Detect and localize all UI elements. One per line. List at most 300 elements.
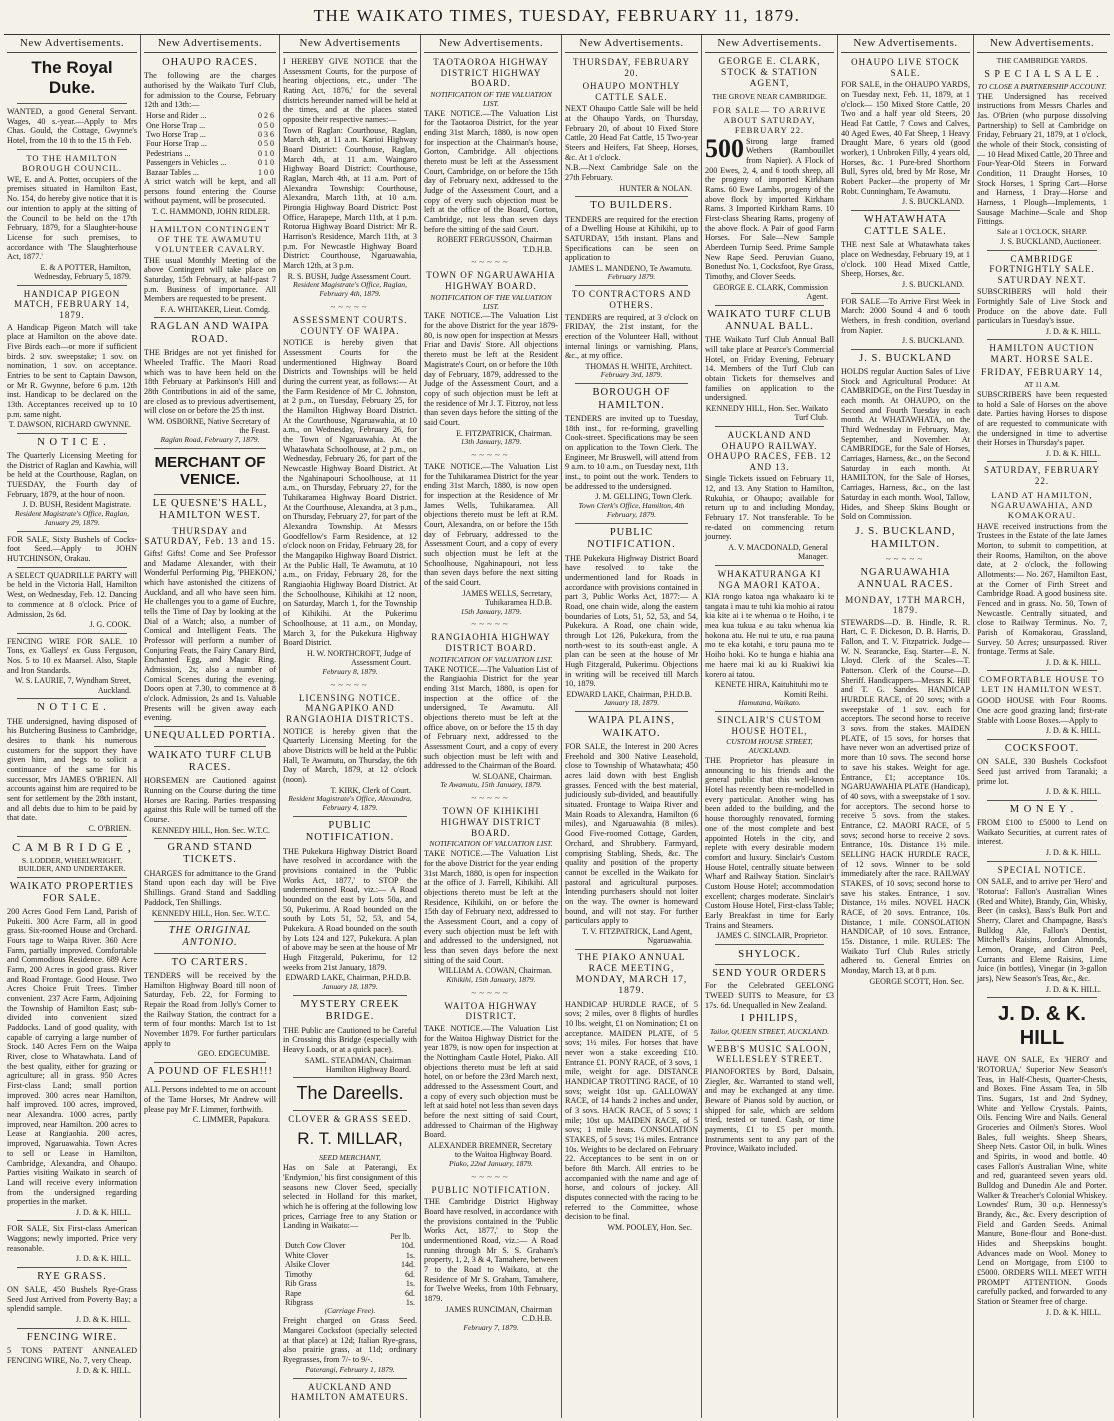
price-value: 6d. (405, 1288, 415, 1298)
price-value: 1 0 0 (258, 167, 274, 177)
divider (715, 711, 824, 712)
ad-amateurs (283, 1382, 417, 1403)
ad-pukekura-roads (565, 527, 698, 709)
ad-dareells (283, 1083, 417, 1104)
ad-body: THE usual Monthly Meeting of the above Contingent will take place on Saturday, 15th February, at half-past 7 p.m. Business of importance. All Members are requested to be present. (144, 255, 276, 304)
price-item: Bazaar Tables ... (146, 167, 199, 177)
ad-place: Resident Magistrate's Office, Alexandra, February 4, 1879. (288, 793, 412, 812)
divider (17, 433, 127, 434)
divider (575, 949, 688, 950)
ad-title: MERCHANT OF VENICE. (154, 453, 266, 489)
ad-body: PIANOFORTES by Bord, Dalsain, Ziegler, &c. Warranted to stand well, and may be exchanged at any time. Beware of Pianos sold by auction, or shipped for sale, which are seldom tried, tested or tuned. Cash, or time payments, £1 to £5 per month. Instruments sent to any part of the Province, Waikato included. (705, 1066, 834, 1154)
ad-kihikihi (424, 806, 558, 984)
divider (987, 670, 1097, 671)
column-heading: New Advertisements. (144, 35, 276, 53)
page-columns (4, 34, 1110, 1417)
divider (17, 149, 127, 150)
ad-antonio (144, 925, 276, 950)
ad-subheading: CUSTOM HOUSE STREET, AUCKLAND. (726, 737, 813, 756)
ad-subheading: NOTIFICATION OF THE VALUATION LIST. (430, 89, 552, 108)
ad-signature: C. LIMMER, Papakura. (192, 1115, 270, 1125)
ornament-divider: ~~~~~ (885, 553, 926, 564)
ad-body: TAKE NOTICE.—The Valuation List for the above District for the year ending 31st March, 1880, is open for inspection at the office of J. Farrell, Kihikihi. All objections thereto must be left at the Residence, Kihikihi, on or before the 15th day of February next, addressed to the Assessment Court, and a copy of every such objection must be left with and addressed to the undersigned, not less than seven days before the next sitting of the said Court. (424, 849, 558, 965)
ad-body: Single Tickets issued on February 11, 12, and 13. Any Station to Hamilton, Rukuhia, or Ohaupo; available for return up to and including Monday, February 17. Not transferable. To be re-dated on commencing return journey. (705, 474, 834, 542)
ad-signature: THOMAS H. WHITE, Architect. (585, 361, 692, 371)
ad-wanted (7, 107, 137, 146)
divider (987, 800, 1097, 801)
ad-body: CHARGES for admittance to the Grand Stand upon each day will be Five Shillings. Grand Stand and Saddling Paddock, Ten Shillings. (144, 868, 276, 907)
column-heading: New Advertisements. (424, 35, 558, 53)
ad-subheading: TO CLOSE A PARTNERSHIP ACCOUNT. (977, 81, 1107, 91)
ornament-divider: ~~~~~ (471, 793, 511, 804)
price-value: 1s. (405, 1298, 415, 1307)
divider (154, 317, 266, 318)
ad-heading: M O N E Y . (1009, 803, 1075, 815)
price-item: Two Horse Trap ... (146, 129, 206, 139)
ad-body: STEWARDS—D. B. Hindle, R. R. Hart, C. F. Dickeson, D. B. Harris, D. Fallon, and T. V. Fitzpatrick. Judge—W. N. Searancke, Esq. Starter—E. N. Lloyd. Clerk of the Scales—T. Patterson. Clerk of the Course—D. Sheriff. Handicappers—Messrs K. Hill and T. G. Sandes. HANDICAP HURDLE RACE, of 20 sovs; with a sweepstake of 1 sov. each for acceptors. The second horse to receive 3 sovs. from the stakes. MAIDEN PLATE, of 15 sovs, for horses that have never won an advertised prize of more than 10 sovs. The second horse to save his stakes. Weight for age. Entrance, £1; acceptance 10s. NGARUAWAHIA PLATE (Handicap), of 40 sovs, with a sweepstake of 1 sov. for acceptors. The second horse to receive 5 sovs. from the stakes. Entrance, £2. MAORI RACE, of 5 sovs; second horse to receive 2 sovs. Entrance, 10s. Distance 1½ mile. SELLING HACK HURDLE RACE, of 12 sovs. Winner to be sold immediately after the race. RAILWAY STAKES, of 10 sovs; second horse to save his stakes. Entrance, 1 sov. Distance, 1½ miles. NOVEL HACK RACE, of 20 sovs. Entrance, 10s. Distance, 1 mile. CONSOLATION HANDICAP, of 10 sovs. Entrance, 15s. Distance, 1 mile. RULES: The Waikato Turf Club Rules strictly adhered to. General Entries on Monday, March 13, at 8 p.m. (841, 617, 970, 975)
column-1 (4, 35, 141, 1418)
ad-taotaoroa (424, 57, 558, 254)
ad-heading: RAGLAN AND WAIPA ROAD. (150, 321, 270, 345)
price-row (283, 1241, 417, 1250)
ad-title: R. T. MILLAR, (297, 1129, 403, 1149)
ad-place: Raglan Road, February 7, 1879. (160, 434, 260, 444)
ad-body: Strong large framed Wethers (Rambouillet from Napier). A Flock of 200 Ewes, 2, 4, and 6 tooth sheep, all the progeny of imported Kirkham Rams. 60 Ewe Lambs, progeny of the above flock by imported Kirkham Rams. 3 Imported Kirkham Rams. 10 First-class Shearing Rams, progeny of the above flock. A Pair of good Farm Horses. For Sale—New Sample Aberdeen Turnip Seed. Prime Sample New Rape Seed. Peruvian Guano, Bonedust No. 1, Cocksfoot, Rye Grass, Timothy, and Clover Seeds. (705, 136, 834, 282)
ad-subheading: OHAUPO MONTHLY CATTLE SALE. (582, 81, 681, 102)
ad-heading: TO THE HAMILTON BOROUGH COUNCIL. (21, 152, 123, 173)
ad-body: The Quarterly Licensing Meeting for the District of Raglan and Kawhia, will be held at the Courthouse, Raglan, on TUESDAY, the Fourth day of February, 1879, at the hour of noon. (7, 451, 137, 499)
price-row (144, 121, 276, 130)
newspaper-title: THE WAIKATO TIMES, TUESDAY, FEBRUARY 11, 1879. (313, 6, 801, 25)
ad-body: 5 TONS PATENT ANNEALED FENCING WIRE, No. 7, very Cheap. (7, 1345, 137, 1365)
ad-date: February 1879. (607, 272, 656, 282)
ad-signature: T. V. FITZPATRICK, Land Agent, Ngaruawahia. (582, 926, 692, 946)
ad-fencing-wire (7, 637, 137, 696)
ad-body: ALL Persons indebted to me on account of the Tame Horses, Mr Andrew will please pay Mr F. Limmer, forthwith. (144, 1085, 276, 1114)
ad-turf-ball (705, 309, 834, 423)
ad-ohaupo-live-stock (841, 57, 970, 207)
ad-signature: WM. POOLEY, Hon. Sec. (607, 1223, 692, 1233)
ad-heading: TOWN OF KIHIKIHI HIGHWAY DISTRICT BOARD. (440, 806, 542, 838)
ad-auction-mart (977, 343, 1107, 458)
ad-date: February 8, 1879. (322, 666, 378, 676)
ad-subheading: Tailor, QUEEN STREET, AUCKLAND. (709, 1026, 830, 1036)
ad-body: HORSEMEN are Cautioned against Running on the Course during the time Horses are Racing. Parties trespassing against this Rule will be turned off the Course. (144, 776, 276, 824)
ad-date: January 18, 1879. (322, 981, 378, 991)
price-value: 0 1 0 (258, 148, 274, 158)
ad-date: January 18, 1879. (603, 698, 660, 708)
ad-waggons (7, 1224, 137, 1263)
ad-waitoa (424, 1001, 558, 1169)
ad-place: Resident Magistrate's Office, Raglan, January 29, 1879. (14, 508, 130, 527)
ad-limmer (144, 1085, 276, 1124)
column-2 (141, 35, 280, 1418)
column-6 (702, 35, 838, 1418)
ad-signature: J. S. BUCKLAND. (901, 280, 964, 290)
ad-george-clark (705, 57, 834, 302)
ad-signature: J. S. BUCKLAND. (901, 336, 964, 346)
ad-subheading: SEED MERCHANT, (319, 1153, 381, 1163)
ad-heading: NGARUAWAHIA ANNUAL RACES. (857, 566, 954, 591)
price-item: Horse and Rider ... (146, 111, 207, 121)
ad-body: GOOD HOUSE with Four Rooms. One acre good grazing land; first-rate Stable with Loose Boxes.—Apply to (977, 696, 1107, 725)
ad-body: Town of Raglan: Courthouse, Raglan, March 4th, at 11 a.m. Karioi Highway Board District: Courthouse, Raglan, March 4th, at 11 a.m. Waingaro Highway Board District: Courthouse, Raglan, March 4th, at 11 a.m. Port of Alexandra Township: Courthouse, Alexandra, March 11th, at 10 a.m. Pirongia Highway Board District: Post Office, Harapepe, March 11th, at 1 p.m. Rotorua Highway Board District: Mr R. Harrison's Residence, March 11th, at 3 p.m. For Newcastle Highway Board District: Courthouse, Ngaruawahia, March 12th, at 3 p.m. (283, 125, 417, 271)
ad-borough (565, 387, 698, 519)
ad-signature: J. D. & K. HILL. (1045, 726, 1101, 736)
price-row (283, 1260, 417, 1269)
ad-waipa-plains (565, 715, 698, 945)
ad-signature: JAMES C. SINCLAIR, Proprietor. (716, 931, 828, 941)
ad-raglan-road (144, 321, 276, 444)
ad-heading: A POUND OF FLESH!!! (146, 1065, 274, 1077)
ad-cambridge-road (424, 1185, 558, 1333)
ad-body: NOTICE is hereby given that Assessment Courts for the undermentioned Highway Board Districts and Townships will be held during the current year, as follows:— At the Farm Residence of Mr C. Johnston, at 2 p.m., on Tuesday, February 25, for the Hamilton Highway Board District. At the Courthouse, Ngaruawahia, at 10 a.m., on Wednesday, February 26, for the Town of Ngaruawahia. At the Whatawhata Schoolhouse, at 2 p.m., on Wednesday, February 26, for part of the Newcastle Highway Board District. At the Ngahinapouri Schoolhouse, at 11 a.m., on Thursday, February 27, for the Tuhikaramea Highway Board District. At the Courthouse, Alexandra, at 3 p.m., on Thursday, February 27, for part of the Alexandra Township. At Messrs Goodfellow's Farm Residence, at 12 o'clock noon on Friday, February 28, for the Mangapiko Highway Board District. At the Public Hall, Te Awamutu, at 10 a.m., on Friday, February 28, for the Rangiaohia Highway Board District. At the Schoolhouse, Kihikihi at 12 noon, on Saturday, March 1, for the Township of Kihikihi. At the Pukerimu Schoolhouse, at 11 a.m., on Monday, March 3, for the Pukekura Highway Board District. (283, 338, 417, 648)
ad-note: N.B.—Next Cambridge Sale on the 27th February. (565, 163, 698, 183)
ad-signature: J. D. & K. HILL. (75, 1254, 131, 1264)
divider (715, 1040, 824, 1041)
ad-heading: BOROUGH OF HAMILTON. (592, 387, 671, 411)
ad-body: TENDERS are invited up to Tuesday, 18th inst., for re-forming, gravelling Cook-street. Specifications may be seen on application to the Town Clerk. The Engineer, Mr Bruswell, will attend from 9 a.m. to 10 a.m., on Tuesday next, 11th inst., to point out the work. Tenders to be addressed to the undersigned. (565, 414, 698, 491)
column-7 (838, 35, 974, 1418)
divider (154, 921, 266, 922)
divider (154, 1062, 266, 1063)
price-item: Rape (285, 1288, 302, 1298)
divider (154, 726, 266, 727)
ad-body: THE Undersigned has received instructions from Messrs Charles and Jas. O'Brien (who purpose dissolving Partnership) to Sell at Cambridge on Friday, February 21, 1879, at 1 o'clock, the whole of their Stock, consisting of— 10 Head Mixed Cattle, 20 Three and Four-Year-Old Steers in Forward Condition, 11 Draught Horses, 10 Stock Horses, 1 Spring Cart—Horse and Harness, 1 Dray—Horse and Harness, 1 Plough—Implements, 1 Sausage Machine—Scale and Shop Fittings. (977, 91, 1107, 227)
ad-merchant (144, 454, 276, 489)
price-value: 0 2 6 (258, 111, 274, 121)
column-heading: New Advertisements. (841, 35, 970, 53)
ad-body: WANTED, a good General Servant. Wages, 40 s.-year.—Apply to Mrs Chas. Gould, the Cottage, Gwynne's Hotel, from the 10 th to the 15 th Feb. (7, 107, 137, 146)
ad-heading: WAIPA PLAINS, WAIKATO. (588, 715, 675, 739)
divider (293, 1110, 407, 1111)
ad-signature: JAMES RUNCIMAN, Chairman C.D.H.B. (445, 1304, 552, 1324)
divider (293, 1077, 407, 1078)
ad-body: KIA rongo katoa nga whakaaro ki te tangata i mau te tuhi kia mohio ai ratou kia kite ai i te whenua o te Hoiho, i te mea kua tukua e au taku whenua kia hokona atu. He nui te utu, e rua pauna mo te eka kotahi, e toru pauna mo te Hoiho hoki. Ko te hunga e hiahia ana me haere mai ki au ki Ruakiwi kia korero ai tatou. (705, 592, 834, 679)
ad-body: FOR SALE—To Arrive First Week in March: 2000 Sound 4 and 6 tooth Wethers, in fresh condition, overland from Napier. (841, 296, 970, 335)
ad-signature: EDWARD LAKE, Chairman, P.H.D.B. (285, 973, 411, 983)
ad-heading: SPECIAL NOTICE. (997, 864, 1087, 875)
ad-date: Piako, 22nd January, 1879. (449, 1158, 533, 1168)
ad-body: FOR SALE, in the OHAUPO YARDS, on Tuesday next, Feb. 11, 1879, at 1 o'clock— 150 Mixed Store Cattle, 20 Two and a half year old Steers, 20 Head Fat Cattle, 7 Cows and Calves, 40 Aged Ewes, 40 Fat Sheep, 1 Heavy Draught Mare, 6 years old (good worker), 1 Unbroken Filly, 4 years old, Horses, &c. 1 Pure-bred Shorthorn Bull, Syres old, bred by Mr Rose, Mr Robert Packer—the property of Mr Robt. Cunningham, Te Awamutu. (841, 80, 970, 196)
ad-heading: AUCKLAND AND HAMILTON AMATEURS. (291, 1381, 409, 1403)
ad-body: NOTICE is hereby given that the Quarterly Licensing Meeting for the above Districts will be held at the Public Hall, Te Awamutu, on Thursday, the 6th Day of March, 1879, at 12 o'clock (noon). (283, 726, 417, 784)
ad-heading: OHAUPO LIVE STOCK SALE. (851, 57, 960, 78)
ad-subheading: LAND AT HAMILTON, NGARUAWAHIA, AND KOMAKORAU. (990, 489, 1094, 520)
divider (851, 293, 960, 294)
ad-signature: KENNEDY HILL, Hon. Sec. W.T.C. (151, 825, 270, 835)
ad-body: TENDERS are required for the erection of a Dwelling House at Kihikihi, up to SATURDAY, 15th instant. Plans and Specifications can be seen on application to (565, 214, 698, 263)
ad-heading: N O T I C E . (37, 436, 107, 448)
ad-body: HAVE ON SALE, Ex 'HERO' and 'ROTORUA,' Superior New Season's Teas, in Half-Chests, Quarter-Chests, and Boxes. Fine Assam Tea, in 5lb Tins. Sugars, 1st and 2nd Sydney, White and Yellow Crystals. Paints, Oils. Fencing Wire and Nails. General Groceries and Oilmen's Stores. Wool Bales, full weights. Sheep Shears, Sheep Nets. Castor Oil, in bulk. Wines and Spirits, in wood and bottle. 40 cases Fallon's Australian Wine, white and red, guaranteed seven years old. Bulldog and Dunedin Ale and Porter. Walker & Treacher's Colonial Whiskey. Lowndes' Rum, 30 o.p. Hennessy's Brandy, &c., &c. Every description of Field and Garden Seeds. Animal Manure, Bone-flour and Bone-dust. Hides and Sheepskins bought. Advances made on Wool. Money to Lend on Mortgage, from £100 to £5000. ORDERS WILL MEET WITH PROMPT ATTENTION. Goods carefully packed, and forwarded to any Station or Steamer free of charge. (977, 1055, 1107, 1306)
ad-title: The Royal Duke. (31, 58, 113, 98)
ad-rye-grass (7, 1271, 137, 1325)
ad-body: TAKE NOTICE.—The Valuation List for the Waitoa Highway District for the year 1879, is now open for inspection at the Nottingham Castle Hotel, Piako. All objections thereto must be left at said hotel, on or before the 23rd March next, addressed to the Assessment Court, and a copy of every such objection must be left at said hotel not less than seven days before the next sitting of said Court, addressed to Chairman of the Highway Board. (424, 1023, 558, 1140)
ad-fortnightly-sale (977, 254, 1107, 337)
divider (987, 339, 1097, 340)
ad-public-notification (283, 820, 417, 992)
ad-signature: HUNTER & NOLAN. (619, 183, 692, 193)
ad-signature: GEORGE SCOTT, Hon. Sec. (869, 976, 964, 986)
ad-signature: C. O'BRIEN. (88, 823, 131, 833)
ad-note: AT 11 A.M. (1024, 379, 1060, 389)
divider (293, 816, 407, 817)
ad-signature: ROBERT FERGUSSON, Chairman T.D.H.B. (436, 235, 552, 254)
ad-signature: W. S. LAURIE, 7, Wyndham Street, Auckland. (15, 676, 131, 695)
ad-body: ON SALE, 450 Bushels Rye-Grass Seed Just Arrived from Poverty Bay; a splendid sample. (7, 1285, 137, 1314)
ad-heading: COCKSFOOT. (1004, 742, 1080, 754)
column-heading: New Advertisements. (565, 35, 698, 53)
ad-body: SUBSCRIBERS will hold their Fortnightly Sale of Live Stock and Produce on the above date. Full particulars in Tuesday's issue. (977, 287, 1107, 326)
divider (17, 285, 127, 286)
ad-heading: RANGIAOHIA HIGHWAY DISTRICT BOARD. (431, 632, 551, 654)
divider (575, 711, 688, 712)
divider (575, 285, 688, 286)
ad-signature: WM. OSBORNE, Native Secretary of the Feast. (147, 416, 270, 436)
divider (715, 565, 824, 566)
ad-date: Te Awamutu, 15th January, 1879. (440, 780, 542, 790)
ad-heading: RYE GRASS. (37, 1270, 107, 1282)
divider (293, 995, 407, 996)
column-5 (562, 35, 702, 1418)
ad-subheading: NOTIFICATION OF THE VALUATION LIST. (430, 292, 552, 311)
ad-body: WE, E. and A. Potter, occupiers of the premises situated in Hamilton East, No. 154, do hereby give notice that it is our intention to apply at the sitting of the Council to be held on the 17th February, 1879, for a Slaughter-house License for such premises, to accordance with 'The Slaughterhouse Act, 1877.' (7, 174, 137, 262)
ad-le-quesne (144, 498, 276, 723)
price-value: 0 1 0 (258, 158, 274, 168)
price-item: Alsike Clover (285, 1260, 330, 1270)
ad-heading: J. S. BUCKLAND (859, 352, 952, 364)
ad-cocksfoot-sale (7, 535, 137, 564)
ad-body: FOR SALE, Six First-class American Waggons; newly imported. Price very reasonable. (7, 1224, 137, 1253)
ad-body: S. LODDER, WHEELWRIGHT, BUILDER, AND UNDERTAKER. (18, 855, 126, 874)
divider (293, 1378, 407, 1379)
ad-signature: KENETE HIRA, Kaituhituhi mo te Komiti Reihi. (714, 680, 828, 699)
price-value: 0 5 0 (258, 120, 274, 130)
ad-flesh (144, 1066, 276, 1078)
ad-lodder (7, 840, 137, 874)
divider (17, 103, 127, 104)
ad-body: FROM £100 to £5000 to Lend on Waikato Securities, at current rates of interest. (977, 818, 1107, 847)
ad-subheading: MONDAY, 17TH MARCH, 1879. (845, 594, 966, 616)
ad-piako-races (565, 953, 698, 1233)
divider (575, 196, 688, 197)
price-row (144, 130, 276, 139)
ad-subheading: THE GROVE NEAR CAMBRIDGE. (712, 91, 827, 101)
ad-signature: JAMES WELLS, Secretary, Tuhikaramea H.D.B. (462, 588, 552, 608)
ad-special-sale (977, 57, 1107, 247)
ad-railway (705, 430, 834, 562)
ad-heading: WAITOA HIGHWAY DISTRICT. (444, 1000, 538, 1022)
ad-signature: J. D. & K. HILL. (75, 1315, 131, 1325)
ad-body: TENDERS will be received by the Hamilton Highway Board till noon of Saturday, Feb. 22, for Forming to Repair the Road from Jolly's Corner to the Railway Station, the contract for a term of four months: March 1st to 1st November 1879. For further particulars apply to (144, 971, 276, 1048)
price-row (283, 1251, 417, 1260)
ad-date: Kihikihi, 15th January, 1879. (446, 974, 536, 984)
ad-buckland-sales (841, 353, 970, 551)
ad-subheading: THURSDAY and SATURDAY, Feb. 13 and 15. (144, 525, 276, 547)
ad-body: Gifts! Gifts! Come and See Professor and Madame Alexander, with their Wonderful Performing Pig, 'PHEKON,' which have astonished the citizens of Auckland, and all who have seen him. He challenges you to a game of Euchre, tells the Time of Day by looking at the Dial of a Watch; also, a number of Comical and Intelligent Feats. The Professor will perform a number of Conjuring Feats, the Fairy Canary Bird, Enchanted Egg, and Magic Ring. Admission, 2s; also a number of Comical Scenes during the evening. Doors open at 7.30, to commence at 8 o'clock. Admission, 2s and 1s. Valuable Presents will be given away each evening. (144, 549, 276, 723)
ad-signature: F. A. WHITAKER, Lieut. Comdg. (160, 304, 270, 314)
ad-ohaupo-races (144, 57, 276, 217)
ad-heading: WAIKATO TURF CLUB ANNUAL BALL. (707, 308, 832, 332)
ad-heading: HANDICAP PIGEON MATCH, FEBRUARY 14, 1879. (14, 288, 130, 320)
divider (715, 426, 824, 427)
ad-heading: CLOVER & GRASS SEED. (288, 1113, 412, 1124)
price-item: Four Horse Trap ... (146, 139, 207, 149)
ad-signature: J. D. & K. HILL. (1045, 327, 1101, 337)
ad-contractors (565, 289, 698, 380)
ad-wethers-arrive (841, 297, 970, 346)
ad-assessment-courts-raglan (283, 57, 417, 299)
ad-title: J. D. & K. HILL (998, 1002, 1086, 1049)
ad-heading: THE ORIGINAL ANTONIO. (168, 924, 252, 949)
divider (17, 633, 127, 634)
ad-signature: E. FITZPATRICK, Chairman. (456, 428, 552, 438)
ad-heading: THURSDAY, FEBRUARY 20. (572, 57, 691, 78)
ad-signature: J. D. & K. HILL. (1045, 448, 1101, 458)
ad-rangiaohia (424, 632, 558, 790)
ad-body: THE Waikato Turf Club Annual Ball will take place at Pearce's Commercial Hotel, on Friday Evening, February 14. Members of the Turf Club can obtain Tickets for themselves and families on application to the undersigned. (705, 335, 834, 403)
ad-heading: TOWN OF NGARUAWAHIA HIGHWAY BOARD. (426, 270, 556, 291)
divider (17, 1328, 127, 1329)
ad-subheading: NOTIFICATION OF VALUATION LIST. (429, 839, 553, 849)
price-row (283, 1270, 417, 1279)
divider (17, 567, 127, 568)
ad-body: Has on Sale at Paterangi, Ex 'Endymion,' his first consignment of this seasons new Clover Seed, specially selected in Holland for this market, which he is offering at the following low prices, Carriage free to any Station or Landing in Waikato:— (283, 1163, 417, 1231)
price-item: Passengers in Vehicles ... (146, 158, 227, 168)
ad-signature: JAMES L. MANDENO, Te Awamutu. (568, 263, 692, 273)
price-item: Dutch Cow Clover (285, 1241, 346, 1251)
ad-body: TAKE NOTICE.—The Valuation List for the Taotaoroa District, for the year ending 31st March, 1880, is now open for inspection at the Chairman's house, Gorton, Cambridge. All objections thereto must be left at the Assessment Court, Cambridge, on or before the 15th day of February next, addressed to the Judge of the Assessment Court, and a copy of every such objection must be left at the office of the Board, Gorton, Cambridge, not less than seven days before the sitting of the said Court. (424, 108, 558, 234)
ad-heading: I PHILIPS, (740, 1013, 799, 1025)
ad-body: THE Cambridge District Highway Board have resolved, in accordance with the provisions contained in the 'Public Works Act, 1877,' to Stop the undermentioned Road, viz.:— A Road running through Mr S. S. Graham's property, 1, 2, 3 & 4, Tamahere, between 7 to the Road to Waikato, at the Residence of Mr S. Graham, Tamahere, for Twelve Weeks, from 10th February, 1879. (424, 1197, 558, 1304)
divider (851, 349, 960, 350)
ad-heading: S P E C I A L S A L E . (984, 68, 1100, 80)
ad-heading: GEORGE E. CLARK, STOCK & STATION AGENT, (718, 57, 821, 90)
ad-subheading: NOTIFICATION OF VALUATION LIST. (429, 654, 553, 664)
ad-body: TENDERS are required, at 3 o'clock on FRIDAY, the 21st instant, for the erection of the Volunteer Hall, without internal linings or varnishing. Plans, &c., at my office. (565, 312, 698, 361)
ad-signature: E. & A POTTER, Hamilton, Wednesday, February 5, 1879. (33, 262, 131, 282)
divider (154, 953, 266, 954)
ad-signature: J. G. COOK. (89, 620, 131, 630)
ad-body: ON SALE, 330 Bushels Cocksfoot Seed just arrived from Taranaki; a prime lot. (977, 757, 1107, 786)
ad-turf-club (144, 750, 276, 836)
ad-body: SUBSCRIBERS have been requested to hold a Sale of Horses on the above date. Parties having Horses to dispose of are requested to communicate with the undersigned in time to advertise their Horses in Thursday's paper. (977, 389, 1107, 448)
divider (154, 1081, 266, 1082)
ad-body: For the Celebrated GEELONG TWEED SUITS to Measure, for £3 17s. 6d. Unequalled in New Zealand. (705, 981, 834, 1010)
ad-heading: SINCLAIR'S CUSTOM HOUSE HOTEL, (717, 715, 822, 736)
masthead (0, 0, 1114, 34)
ornament-divider: ~~~~~ (471, 1171, 511, 1182)
ad-body: THE undersigned, having disposed of his Butchering Business to Cambridge, desires to thank his numerous customers for the support they have given him, and begs to solicit a continuance of the same for his successor, Mrs JAMES O'BRIEN. All accounts against him are required to be sent for settlement by the 28th instant, and all debts due to him to be paid by that date. (7, 716, 137, 823)
ad-notice-raglan (7, 437, 137, 528)
ad-body: HOLDS regular Auction Sales of Live Stock and Agricultural Produce: At CAMBRIDGE, on the First Tuesday in each month. At OHAUPO, on the Second and Fourth Tuesday in each month. At WHATAWHATA, on the Third Wednesday in February, May, September, and November. At CAMBRIDGE, for the Sale of Horses, Carriages, Harness, &c., on the Second Saturday in each month. At HAMILTON, for the Sale of Horses, Carriages, Harness, &c., on the last Saturday in each month. Wool, Tallow, Hides, and Sheep Skins Bought or Sold on Commission. (841, 367, 970, 522)
ad-signature: KENNEDY HILL, Hon. Sec. W.T.C. (151, 908, 270, 918)
ad-body: The following are the charges authorised by the Waikato Turf Club, for admission to the Course, February 12th and 13th:— (144, 71, 276, 110)
ad-heading: PUBLIC NOTIFICATION. (431, 1184, 551, 1195)
ad-body: TAKE NOTICE.—The Valuation List for the above District for the year 1879-80, is now open for inspection at Messrs Friar and Davis' Store. All objections thereto must be left at the Resident Magistrate's Court, on or before the 10th day of February, 1879, addressed to the Judge of the Assessment Court, and a copy of such objection must be left at the residence of Mr J. T. Fitzroy, not less than seven days before the sitting of the said Court. (424, 311, 558, 427)
column-heading: New Advertisements (283, 35, 417, 53)
ad-signature: J. S. BUCKLAND, Auctioneer. (1000, 237, 1101, 247)
divider (154, 494, 266, 495)
divider (154, 220, 266, 221)
ad-date: February 7, 1879. (463, 1322, 519, 1332)
ad-body: THE Proprietor has pleasure in announcing to his friends and the general public that this well-known Hotel has recently been re-modelled in every particular. Another wing has been added to the building, and the house thoroughly renovated, forming one of the most complete and best appointed Hotels in the city, and replete with every desirable modern comfort and luxury. Sinclair's Custom House Hotel, centrally situate between Wharf and Railway Station. Sinclair's Custom House Hotel; accommodation excellent; charges moderate. Sinclair's Custom House Hotel, First-class Table; Early Breakfast in time for Early Trains and Steamers. (705, 756, 834, 930)
ad-heading: SATURDAY, FEBRUARY 22. (983, 465, 1101, 486)
ad-number: 500 (705, 133, 744, 163)
ad-heading: C A M B R I D G E , (12, 840, 132, 855)
price-value: 6d. (405, 1269, 415, 1279)
ad-heading: SEND YOUR ORDERS (712, 967, 827, 979)
ad-builders (565, 200, 698, 282)
price-value: 10d. (401, 1241, 415, 1251)
column-heading: New Advertisements. (7, 35, 137, 53)
ornament-divider: ~~~~~ (471, 619, 511, 630)
divider (715, 944, 824, 945)
ad-body: ON SALE, and to arrive per 'Hero' and 'Rotorua': Fallon's Australian Wines (Red and White), Brandy, Gin, Whisky, Beer (in casks), Bass's Bulk Port and Sherry, Claret and Champagne, Bass's Bulldog Ale, Fallon's Dentist, Mitchell's Raisins, Jordan Almonds, Lemon, Orange, and Citron Peel, Currants and Eleme Raisins, Lime Juice (in bottles), Vinegar (in 3-gallon jars), New Season's Teas, &c., &c. (977, 877, 1107, 983)
price-row (144, 149, 276, 158)
price-item: Timothy (285, 1269, 313, 1279)
ad-heading: LICENSING NOTICE. MANGAPIKO AND RANGIAOHIA DISTRICTS. (285, 692, 414, 724)
ad-royal-duke (7, 58, 137, 98)
price-row (144, 158, 276, 167)
price-value: 0 5 0 (258, 139, 274, 149)
ad-heading: WEBB'S MUSIC SALOON, WELLESLEY STREET. (707, 1043, 832, 1065)
ad-signature: GEO. EDGECUMBE. (197, 1049, 270, 1059)
ad-note: (Carriage Free). (324, 1306, 376, 1316)
divider (17, 698, 127, 699)
ad-send-orders (705, 968, 834, 1037)
ad-heading: WAIKATO PROPERTIES FOR SALE. (9, 881, 135, 905)
ad-heading: HAMILTON AUCTION MART. HORSE SALE. (989, 343, 1095, 365)
ad-ngaruawahia-board (424, 270, 558, 447)
ad-signature: R. S. BUSH, Judge Assessment Court. (287, 271, 411, 281)
ad-signature: KENNEDY HILL, Hon. Sec. Waikato Turf Club. (705, 404, 828, 423)
price-item: Pedestrians ... (146, 148, 191, 158)
ad-date: 13th January, 1879. (460, 436, 522, 446)
ornament-divider: ~~~~~ (471, 449, 511, 460)
ad-heading: WHATAWHATA CATTLE SALE. (863, 213, 948, 238)
ad-heading: TO CONTRACTORS AND OTHERS. (571, 289, 692, 310)
ad-quadrille (7, 571, 137, 630)
ad-assessment-waipa (283, 315, 417, 677)
column-8 (974, 35, 1110, 1418)
ad-heading: TO BUILDERS. (590, 200, 673, 212)
ad-carters (144, 957, 276, 1059)
ad-heading: GRAND STAND TICKETS. (167, 842, 253, 866)
ad-heading: OHAUPO RACES. (162, 57, 258, 68)
divider (851, 210, 960, 211)
ornament-divider: ~~~~~ (471, 987, 511, 998)
ad-millar (283, 1114, 417, 1375)
ad-heading: COMFORTABLE HOUSE TO LET IN HAMILTON WEST. (979, 674, 1105, 695)
ad-waikato-properties (7, 881, 137, 1217)
ad-title: The Dareells. (296, 1083, 404, 1104)
ad-sinclair-hotel (705, 715, 834, 941)
price-row (283, 1289, 417, 1298)
divider (154, 448, 266, 449)
ad-body: FENCING WIRE FOR SALE. 10 Tons, ex 'Galleys' ex Guss Ferguson, Nos. 5 to 10 ex Maarsel. Also, Staple and Iron Standards. (7, 636, 137, 675)
price-row (144, 168, 276, 177)
divider (17, 1220, 127, 1221)
ad-heading: AUCKLAND AND OHAUPO RAILWAY. OHAUPO RACES, FEB. 12 AND 13. (707, 429, 832, 472)
price-item: One Horse Trap ... (146, 120, 206, 130)
column-4 (421, 35, 562, 1418)
ad-body: A Handicap Pigeon Match will take place at Hamilton on the above date. Five Birds each—or more if sufficient birds. 2 sov. sweepstake; 1 sov. on nomination, 1 sov. on acceptance. Entries to be sent to Captain Dawson, or Mr R. Gwynne, before 6 p.m. 12th inst. Handicap to be declared on the 13th. Acceptances received up to 10 p.m. same night. (7, 322, 137, 419)
ad-body: TAKE NOTICE.—The Valuation List for the Tuhikaramea District for the year ending 31st March, 1880, is now open for inspection at the Residence of Mr James Wells, Tuhikaramea. All objections thereto must be left at R.M. Court, Alexandra, on or before the 15th day of February, addressed to the Assessment Court, and a copy of every such objection must be left at the Schoolhouse, Ngahinapouri, not less than seven days before the next sitting of the said Court. (424, 461, 558, 587)
ad-body: THE Pukekura Highway District Board have resolved in accordance with the provisions contained in the 'Public Works Act, 1877,' to STOP the undermentioned Road, viz.:— A Road bounded on the east by Lots 50a, and 50, Pukerimu. A Road bounded on the south by Lots 51, 52, 53, and 54, Pukekura. A Road bounded on the south by Lots 124 and 127, Pukekura. A plan of above may be seen at the house of Mr Hugh Fitzgerald, Pukerimu, for 12 weeks from 21st January, 1879. (283, 846, 417, 972)
ad-licensing (283, 693, 417, 813)
price-table (283, 1241, 417, 1307)
